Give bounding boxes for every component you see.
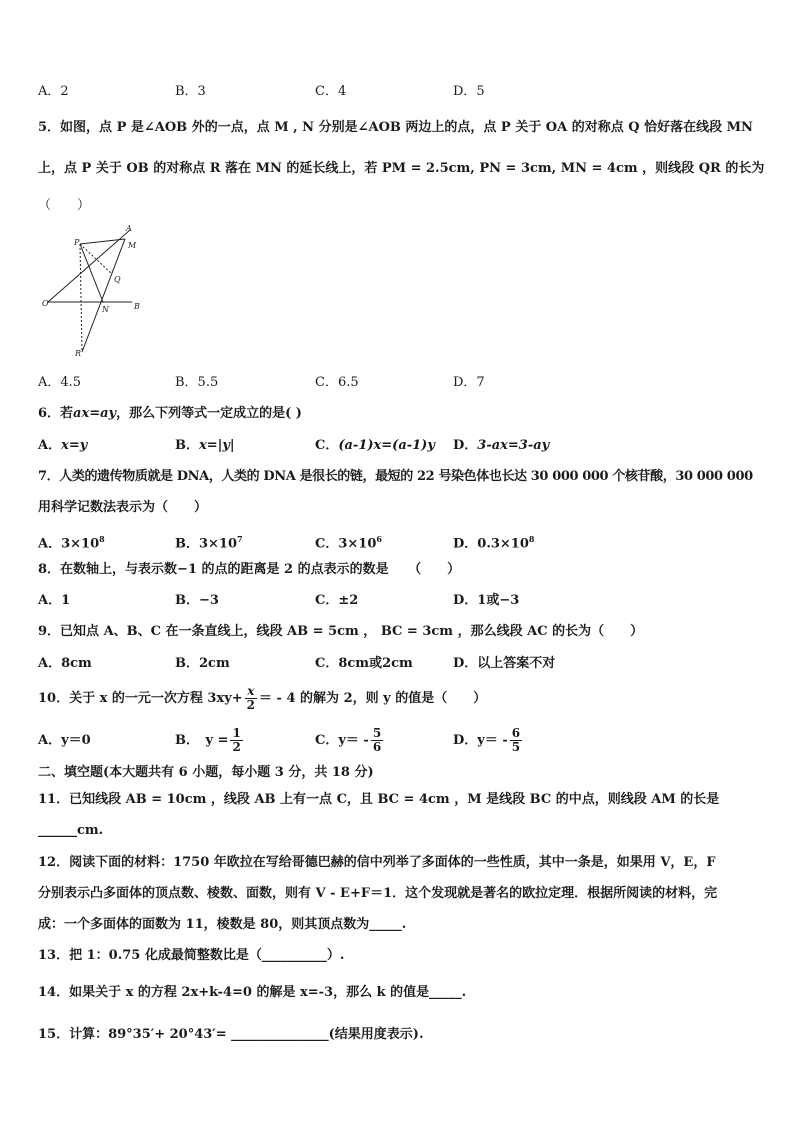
q5-line2: 上，点 P 关于 OB 的对称点 R 落在 MN 的延长线上，若 PM = 2.5cm, PN = 3cm, MN = 4cm ，则线段 QR 的长为 <box>38 161 765 176</box>
q9-option-a: A．8cm <box>38 656 92 671</box>
q10-option-d-label: D．y＝ - <box>453 733 508 748</box>
q8-option-c: C．±2 <box>315 593 359 608</box>
q6-option-d-label: D． <box>453 438 478 453</box>
segment-pr <box>80 244 82 352</box>
q7-option-c <box>315 530 382 553</box>
segment-pn <box>80 244 103 302</box>
segment-pm <box>80 239 125 244</box>
q7-option-c-exp: 6 <box>376 534 382 544</box>
q10-option-c-label: C．y＝ - <box>315 733 369 748</box>
q6-stem <box>38 405 758 423</box>
q4-option-d: D．5 <box>453 84 485 99</box>
q7-option-d <box>453 530 534 553</box>
q10-option-b-denominator: 2 <box>232 740 241 754</box>
q10-option-d <box>453 726 524 756</box>
label-m: M <box>128 241 137 250</box>
q10-option-b <box>175 726 245 756</box>
section-2-heading: 二、填空题(本大题共有 6 小题，每小题 3 分，共 18 分) <box>38 765 374 780</box>
q6-option-a <box>38 437 87 455</box>
q6-option-c-label: C． <box>315 438 339 453</box>
q13-line: 13．把 1：0.75 化成最简整数比是（__________）. <box>38 948 345 963</box>
q5-figure <box>40 222 144 360</box>
q14-line: 14．如果关于 x 的方程 2x+k-4=0 的解是 x=-3，那么 k 的值是_____. <box>38 985 467 1000</box>
q8-line1: 8．在数轴上，与表示数−1 的点的距离是 2 的点表示的数是 （ ） <box>38 562 461 577</box>
q10-option-b-numerator: 1 <box>232 726 241 740</box>
q6-option-a-label: A． <box>38 438 62 453</box>
q10-prefix: 10．关于 x 的一元一次方程 3xy+ <box>38 691 243 706</box>
q7-line1: 7．人类的遗传物质就是 DNA，人类的 DNA 是很长的链，最短的 22 号染色体也长达 30 000 000 个核苷酸，30 000 000 <box>38 469 753 484</box>
q5-option-c: C．6.5 <box>315 375 359 390</box>
q11-line1: 11．已知线段 AB = 10cm ，线段 AB 上有一点 C，且 BC = 4cm ，M 是线段 BC 的中点，则线段 AM 的长是 <box>38 792 720 807</box>
q8-option-d: D．1或−3 <box>453 593 520 608</box>
q8-option-b: B．−3 <box>175 593 219 608</box>
label-p: P <box>74 238 80 247</box>
q5-line1: 5．如图，点 P 是∠AOB 外的一点，点 M , N 分别是∠AOB 两边上的点，点 P 关于 OA 的对称点 Q 恰好落在线段 MN <box>38 120 753 135</box>
q7-option-b-exp: 7 <box>237 534 243 544</box>
label-o: O <box>42 299 49 308</box>
q10-fraction-numerator: x <box>245 685 257 699</box>
q6-option-c <box>315 437 435 455</box>
label-b: B <box>134 302 140 311</box>
q15-line: 15．计算：89°35′+ 20°43′= _______________(结果用度表示). <box>38 1027 424 1042</box>
q7-option-a-exp: 8 <box>99 534 105 544</box>
q6-option-c-text: (a-1)x=(a-1)y <box>338 438 435 453</box>
q7-option-d-base: D．0.3×10 <box>453 536 529 552</box>
q9-option-d: D．以上答案不对 <box>453 656 556 671</box>
q4-option-b: B．3 <box>175 84 206 99</box>
q12-line1: 12．阅读下面的材料：1750 年欧拉在写给哥德巴赫的信中列举了多面体的一些性质，其中一条是，如果用 V，E，F <box>38 855 716 870</box>
q6-option-d-text: 3-ax=3-ay <box>477 438 550 453</box>
label-n: N <box>102 305 109 314</box>
q10-option-c-numerator: 5 <box>372 726 382 740</box>
q7-option-b <box>175 530 243 553</box>
q10-option-a: A．y＝0 <box>38 733 91 748</box>
q6-option-b <box>175 437 235 455</box>
q10-option-b-fraction <box>230 727 242 754</box>
q7-option-b-base: B．3×10 <box>175 536 238 552</box>
q11-line2: ______cm. <box>38 823 104 838</box>
q6-option-a-text: x=y <box>61 438 88 453</box>
q10-stem <box>38 684 758 714</box>
q5-option-d: D．7 <box>453 375 485 390</box>
q10-fraction <box>245 685 257 712</box>
q6-option-b-label: B． <box>175 438 199 453</box>
q5-option-b: B．5.5 <box>175 375 219 390</box>
q10-option-d-numerator: 6 <box>511 726 521 740</box>
q7-option-c-base: C．3×10 <box>315 536 377 552</box>
q9-option-b: B．2cm <box>175 656 230 671</box>
q5-option-a: A．4.5 <box>38 375 82 390</box>
q10-options <box>38 726 758 760</box>
q10-option-c <box>315 726 385 756</box>
q10-option-d-denominator: 5 <box>511 740 521 754</box>
segment-mr <box>82 239 125 352</box>
q9-line1: 9．已知点 A、B、C 在一条直线上，线段 AB = 5cm ， BC = 3cm ，那么线段 AC 的长为（ ） <box>38 624 644 639</box>
q7-option-d-exp: 8 <box>528 534 535 544</box>
q6-number: 6．若 <box>38 406 74 421</box>
q10-option-d-fraction <box>510 727 522 754</box>
q7-line2: 用科学记数法表示为（ ） <box>38 500 208 515</box>
q10-fraction-denominator: 2 <box>246 698 256 712</box>
q12-line2: 分别表示凸多面体的顶点数、棱数、面数，则有 V - E+F＝1．这个发现就是著名的欧拉定理．根据所阅读的材料，完 <box>38 886 718 901</box>
q4-option-c: C．4 <box>315 84 347 99</box>
label-r: R <box>75 349 82 358</box>
q7-option-a <box>38 530 105 553</box>
q10-option-c-fraction <box>371 727 383 754</box>
label-a: A <box>126 224 132 233</box>
q6-option-b-text: x=|y| <box>199 438 235 453</box>
q8-option-a: A．1 <box>38 593 71 608</box>
q10-suffix: ＝ - 4 的解为 2，则 y 的值是（ ） <box>259 691 487 706</box>
q9-option-c: C．8cm或2cm <box>315 656 413 671</box>
q10-option-c-denominator: 6 <box>372 740 382 754</box>
q5-line3: （ ） <box>38 198 91 213</box>
q12-line3: 成：一个多面体的面数为 11，棱数是 80，则其顶点数为_____. <box>38 917 407 932</box>
q7-option-a-base: A．3×10 <box>38 536 100 552</box>
q10-option-b-label: B． y = <box>175 733 229 748</box>
q6-condition: ax=ay <box>73 406 117 421</box>
q6-rest: ，那么下列等式一定成立的是( ) <box>116 406 302 421</box>
label-q: Q <box>114 275 121 284</box>
q4-option-a: A．2 <box>38 84 69 99</box>
q6-option-d <box>453 437 549 455</box>
